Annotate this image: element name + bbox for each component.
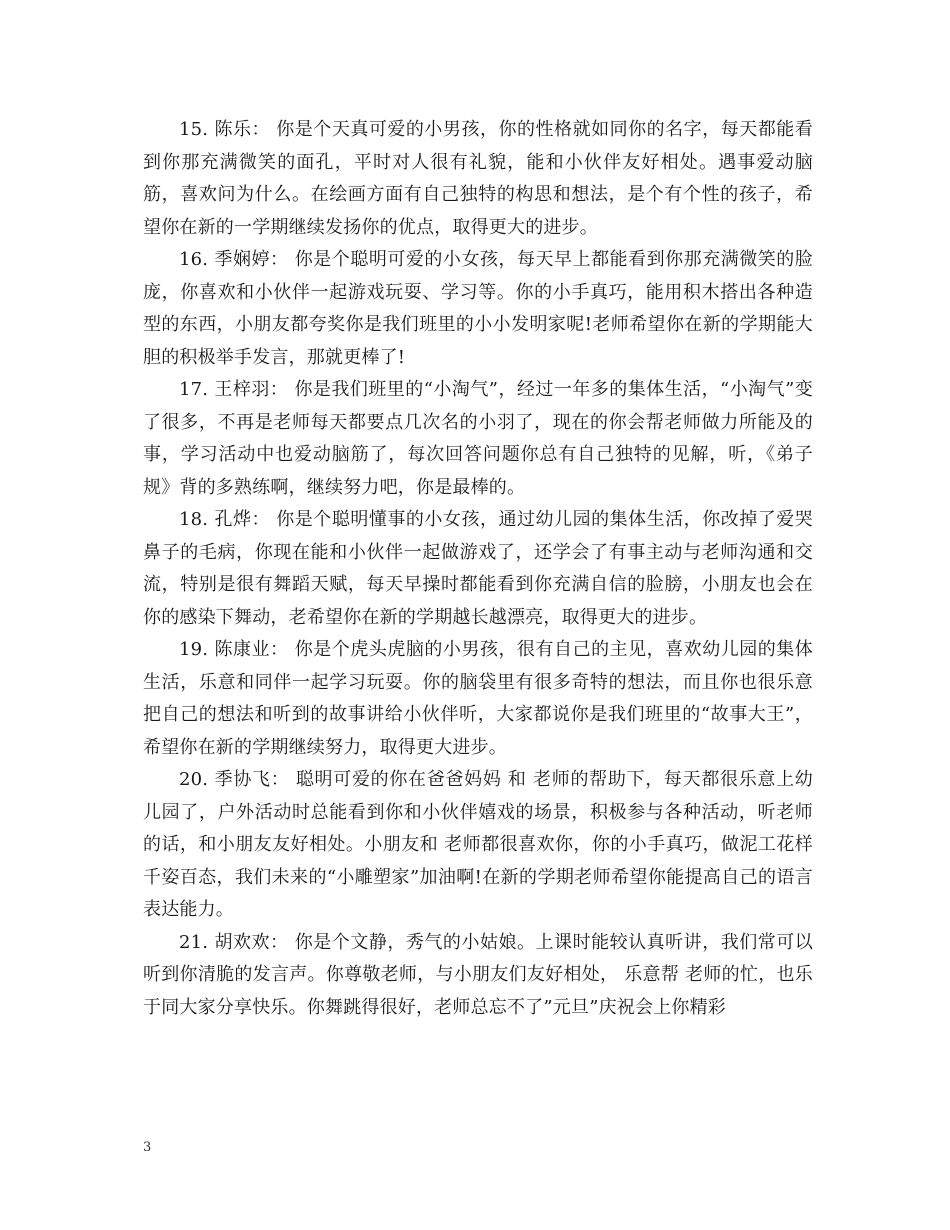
paragraph-19: 19. 陈康业： 你是个虎头虎脑的小男孩，很有自己的主见，喜欢幼儿园的集体生活，乐意和同伴一起学习玩耍。你的脑袋里有很多奇特的想法，而且你也很乐意把自己的想法和听到的故事讲给小伙伴听，大家都说你是我们班里的“故事大王”，希望你在新的学期继续努力，取得更大进步。 xyxy=(143,639,813,758)
paragraph-16: 16. 季娴婷： 你是个聪明可爱的小女孩，每天早上都能看到你那充满微笑的脸庞，你喜欢和小伙伴一起游戏玩耍、学习等。你的小手真巧，能用积木搭出各种造型的东西，小朋友都夸奖你是我们班里的小小发明家呢!老师希望你在新的学期能大胆的积极举手发言，那就更棒了! xyxy=(143,249,813,368)
paragraph-20: 20. 季协飞： 聪明可爱的你在爸爸妈妈 和 老师的帮助下，每天都很乐意上幼儿园了，户外活动时总能看到你和小伙伴嬉戏的场景，积极参与各种活动，听老师的话，和小朋友友好相处。小朋友和 老师都很喜欢你，你的小手真巧，做泥工花样千姿百态，我们未来的“小雕塑家”加油啊!在新的学期老师希望你能提高自己的语言表达能力。 xyxy=(143,769,813,920)
document-body xyxy=(143,114,813,1024)
page-number: 3 xyxy=(143,1140,152,1155)
paragraph-17: 17. 王梓羽： 你是我们班里的“小淘气”，经过一年多的集体生活，“小淘气”变了很多，不再是老师每天都要点几次名的小羽了，现在的你会帮老师做力所能及的事，学习活动中也爱动脑筋了，每次回答问题你总有自己独特的见解，听，《弟子规》背的多熟练啊，继续努力吧，你是最棒的。 xyxy=(143,379,813,498)
paragraph-18: 18. 孔烨： 你是个聪明懂事的小女孩，通过幼儿园的集体生活，你改掉了爱哭鼻子的毛病，你现在能和小伙伴一起做游戏了，还学会了有事主动与老师沟通和交流，特别是很有舞蹈天赋，每天早操时都能看到你充满自信的脸膀，小朋友也会在你的感染下舞动，老希望你在新的学期越长越漂亮，取得更大的进步。 xyxy=(143,509,813,628)
paragraph-21: 21. 胡欢欢： 你是个文静，秀气的小姑娘。上课时能较认真听讲，我们常可以听到你清脆的发言声。你尊敬老师，与小朋友们友好相处， 乐意帮 老师的忙，也乐于同大家分享快乐。你舞跳得很好，老师总忘不了”元旦”庆祝会上你精彩 xyxy=(143,931,813,1018)
paragraph-15: 15. 陈乐： 你是个天真可爱的小男孩，你的性格就如同你的名字，每天都能看到你那充满微笑的面孔，平时对人很有礼貌，能和小伙伴友好相处。遇事爱动脑筋，喜欢问为什么。在绘画方面有自己独特的构思和想法，是个有个性的孩子，希望你在新的一学期继续发扬你的优点，取得更大的进步。 xyxy=(143,119,813,238)
